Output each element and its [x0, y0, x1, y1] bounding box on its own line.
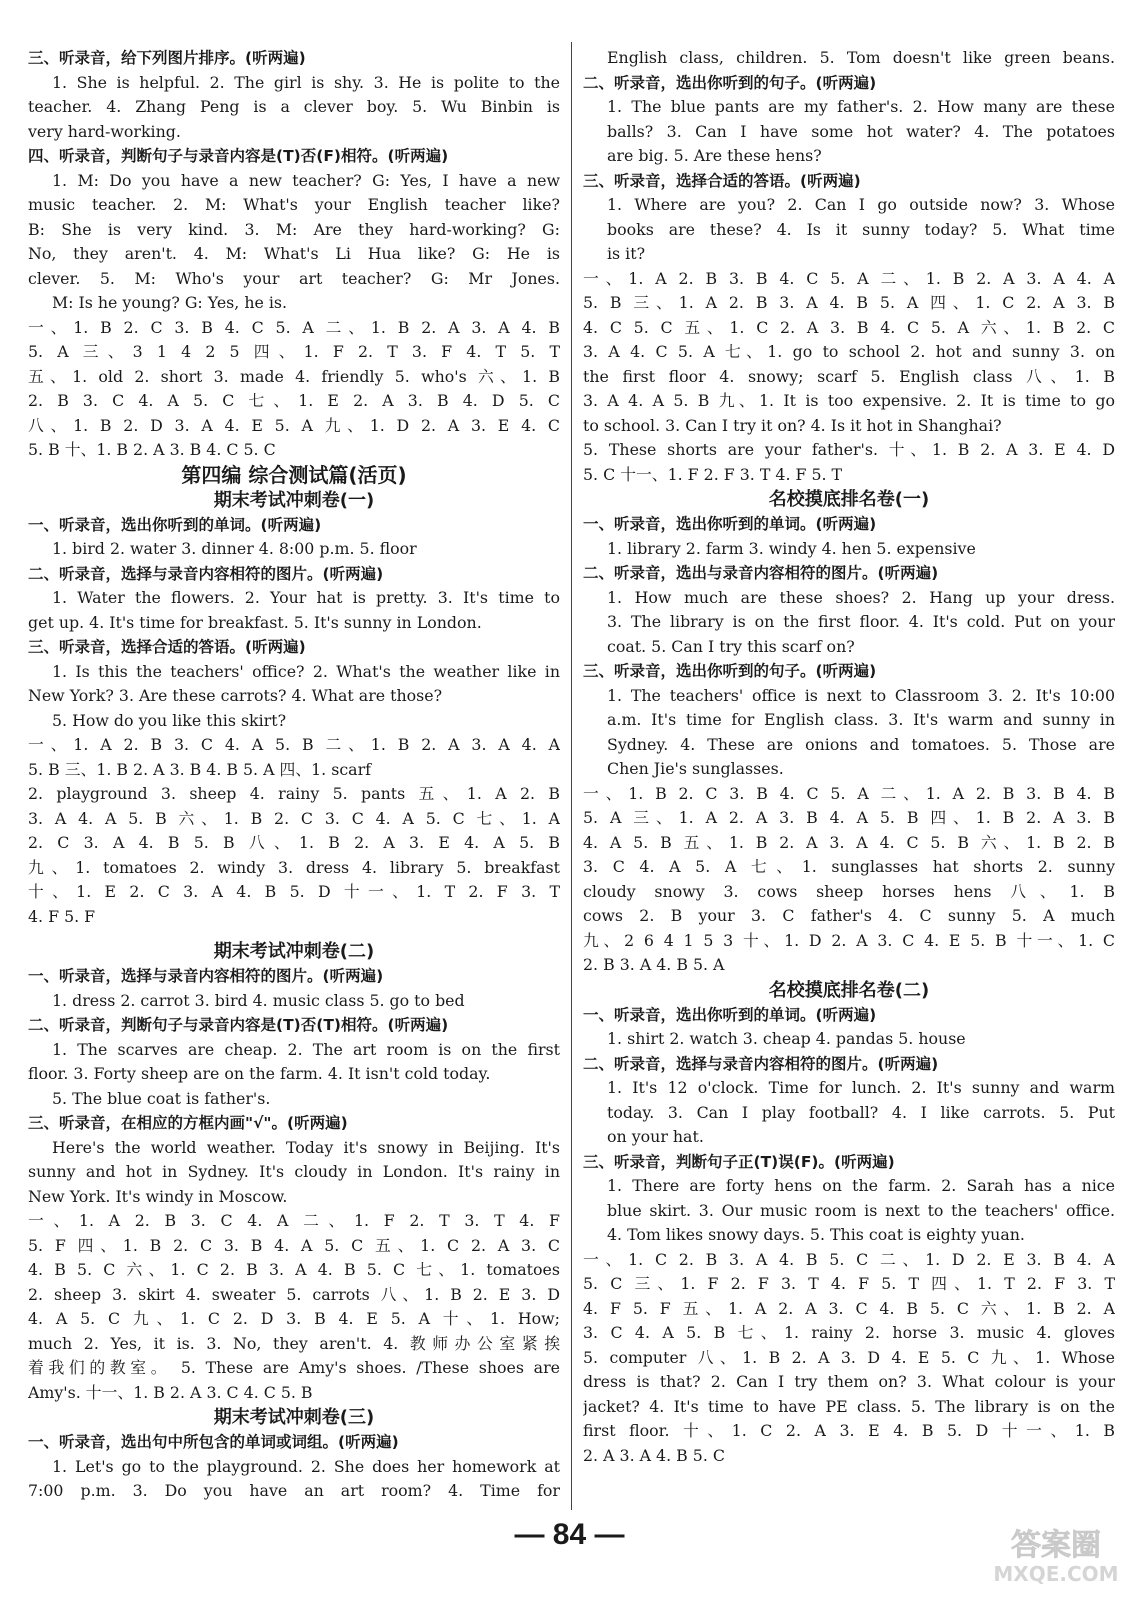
text-line: 1. The scarves are cheap. 2. The art room is on the first	[52, 1039, 560, 1059]
text-line: 1. Where are you? 2. Can I go outside now? 3. Whose	[607, 195, 1115, 214]
text-line: 九、1. tomatoes 2. windy 3. dress 4. library 5. breakfast	[28, 857, 560, 877]
text-line: jacket? 4. It's time to have PE class. 5. The library is on the	[583, 1396, 1115, 1416]
text-line: 4. A 5. B 五、1. B 2. A 3. A 4. C 5. B 六、1. B 2. B	[583, 832, 1115, 852]
text-line: 1. Is this the teachers' office? 2. What's the weather like in	[52, 661, 560, 681]
text-line: 5. C 三、1. F 2. F 3. T 4. F 5. T 四、1. T 2. F 3. T	[583, 1274, 1115, 1293]
text-line: dress is that? 2. Can I try them on? 3. What colour is your	[583, 1372, 1115, 1391]
text-line: 1. The blue pants are my father's. 2. How many are these	[607, 97, 1115, 116]
text-line: 1. library 2. farm 3. windy 4. hen 5. expensive	[607, 538, 976, 558]
section-heading: 三、听录音，给下列图片排序。(听两遍)	[28, 49, 306, 67]
text-line: clever. 5. M: Who's your art teacher? G: Mr Jones.	[28, 268, 560, 288]
text-line: 1. She is helpful. 2. The girl is shy. 3. He is polite to the	[52, 72, 560, 92]
text-line: 5. B 三、1. B 2. A 3. B 4. B 5. A 四、1. scarf	[28, 759, 371, 779]
text-line: 7:00 p.m. 3. Do you have an art room? 4. Time for	[28, 1481, 560, 1500]
text-line: 一、1. B 2. C 3. B 4. C 5. A 二、1. B 2. A 3. A 4. B	[28, 317, 560, 337]
text-line: Here's the world weather. Today it's snowy in Beijing. It's	[52, 1137, 560, 1157]
section-heading: 三、听录音，在相应的方框内画"√"。(听两遍)	[28, 1114, 348, 1132]
text-line: 2. C 3. A 4. B 5. B 八、1. B 2. A 3. E 4. A 5. B	[28, 833, 560, 852]
text-line: 1. It's 12 o'clock. Time for lunch. 2. It's sunny and warm	[607, 1078, 1115, 1097]
text-line: 5. These shorts are your father's. 十、1. B 2. A 3. E 4. D	[583, 440, 1115, 459]
text-line: No, they aren't. 4. M: What's Li Hua like? G: He is	[28, 244, 560, 263]
text-line: 5. computer 八、1. B 2. A 3. D 4. E 5. C 九、1. Whose	[583, 1347, 1115, 1367]
text-line: Chen Jie's sunglasses.	[607, 759, 784, 778]
text-line: 3. C 4. A 5. B 七、1. rainy 2. horse 3. music 4. gloves	[583, 1323, 1115, 1342]
text-line: 4. B 5. C 六、1. C 2. B 3. A 4. B 5. C 七、1. tomatoes	[28, 1260, 560, 1279]
text-line: 5. How do you like this skirt?	[52, 710, 287, 730]
text-line: coat. 5. Can I try this scarf on?	[607, 636, 855, 656]
text-line: 一、1. C 2. B 3. A 4. B 5. C 二、1. D 2. E 3. B 4. A	[583, 1249, 1115, 1269]
text-line: to school. 3. Can I try it on? 4. Is it hot in Shanghai?	[583, 415, 1002, 435]
text-line: is it?	[607, 244, 646, 263]
text-line: get up. 4. It's time for breakfast. 5. It's sunny in London.	[28, 612, 482, 632]
section-heading: 四、听录音，判断句子与录音内容是(T)否(F)相符。(听两遍)	[28, 147, 449, 165]
text-line: 2. A 3. A 4. B 5. C	[583, 1445, 725, 1465]
text-line: 5. C 十一、1. F 2. F 3. T 4. F 5. T	[583, 464, 843, 484]
text-line: 2. B 3. A 4. B 5. A	[583, 955, 725, 974]
text-line: blue skirt. 3. Our music room is next to the teachers' office.	[607, 1200, 1115, 1220]
text-line: Amy's. 十一、1. B 2. A 3. C 4. C 5. B	[28, 1382, 313, 1402]
text-line: 1. Let's go to the playground. 2. She does her homework at	[52, 1456, 560, 1476]
test-title: 名校摸底排名卷(二)	[768, 979, 930, 1001]
text-line: very hard-working.	[28, 121, 181, 141]
text-line: 一、1. B 2. C 3. B 4. C 5. A 二、1. A 2. B 3. B 4. B	[583, 783, 1115, 803]
right-column	[583, 46, 1115, 1468]
test-title: 期末考试冲刺卷(三)	[213, 1407, 375, 1428]
text-line: 3. A 4. A 5. B 九、1. It is too expensive. 2. It is time to go	[583, 391, 1115, 410]
text-line: 4. Tom likes snowy days. 5. This coat is eighty yuan.	[607, 1225, 1025, 1244]
text-line: balls? 3. Can I have some hot water? 4. The potatoes	[607, 121, 1115, 141]
section-heading: 一、听录音，选出你听到的单词。(听两遍)	[583, 1005, 877, 1024]
text-line: 2. sheep 3. skirt 4. sweater 5. carrots 八、1. B 2. E 3. D	[28, 1284, 560, 1304]
text-line: 一、1. A 2. B 3. C 4. A 二、1. F 2. T 3. T 4. F	[28, 1211, 560, 1230]
test-title: 期末考试冲刺卷(一)	[213, 489, 375, 511]
text-line: 一、1. A 2. B 3. C 4. A 5. B 二、1. B 2. A 3. A 4. A	[28, 735, 560, 754]
text-line: 4. F 5. F	[28, 906, 96, 926]
text-line: 3. C 4. A 5. A 七、1. sunglasses hat shorts 2. sunny	[583, 857, 1115, 876]
text-line: 3. A 4. A 5. B 六、1. B 2. C 3. C 4. A 5. C 七、1. A	[28, 808, 560, 828]
watermark-logo	[991, 1519, 1121, 1589]
section-heading: 二、听录音，判断句子与录音内容是(T)否(T)相符。(听两遍)	[28, 1016, 449, 1034]
text-line: 1. The teachers' office is next to Classroom 3. 2. It's 10:00	[607, 685, 1115, 705]
section-heading: 二、听录音，选择与录音内容相符的图片。(听两遍)	[583, 1054, 939, 1073]
section-heading: 一、听录音，选出你听到的单词。(听两遍)	[28, 515, 322, 534]
text-line: 1. Water the flowers. 2. Your hat is pretty. 3. It's time to	[52, 588, 560, 607]
text-line: B: She is very kind. 3. M: Are they hard-working? G:	[28, 219, 560, 239]
text-line: 十、1. E 2. C 3. A 4. B 5. D 十一、1. T 2. F 3. T	[28, 882, 560, 901]
section-heading: 三、听录音，判断句子正(T)误(F)。(听两遍)	[583, 1152, 895, 1171]
text-line: 2. B 3. C 4. A 5. C 七、1. E 2. A 3. B 4. D 5. C	[28, 391, 560, 410]
text-line: much 2. Yes, it is. 3. No, they aren't. 4. 教师办公室紧挨	[28, 1333, 560, 1353]
text-line: Sydney. 4. These are onions and tomatoes. 5. Those are	[607, 734, 1115, 754]
section-heading: 一、听录音，选择与录音内容相符的图片。(听两遍)	[28, 967, 384, 985]
text-line: music teacher. 2. M: What's your English teacher like?	[28, 195, 560, 214]
text-line: 4. C 5. C 五、1. C 2. A 3. B 4. C 5. A 六、1. B 2. C	[583, 317, 1115, 337]
text-line: 4. A 5. C 九、1. C 2. D 3. B 4. E 5. A 十、1. How;	[28, 1309, 560, 1328]
text-line: floor. 3. Forty sheep are on the farm. 4. It isn't cold today.	[28, 1064, 491, 1083]
text-line: 一、1. A 2. B 3. B 4. C 5. A 二、1. B 2. A 3. A 4. A	[583, 268, 1115, 288]
text-line: M: Is he young? G: Yes, he is.	[52, 293, 288, 312]
text-line: teacher. 4. Zhang Peng is a clever boy. 5. Wu Binbin is	[28, 97, 560, 116]
text-line: sunny and hot in Sydney. It's cloudy in London. It's rainy in	[28, 1162, 560, 1181]
text-line: 3. The library is on the first floor. 4. It's cold. Put on your	[607, 612, 1115, 631]
test-title: 期末考试冲刺卷(二)	[213, 941, 375, 962]
text-line: 1. bird 2. water 3. dinner 4. 8:00 p.m. 5. floor	[52, 539, 417, 558]
text-line: 5. The blue coat is father's.	[52, 1088, 271, 1108]
section-heading: 三、听录音，选择合适的答语。(听两遍)	[583, 171, 861, 190]
text-line: a.m. It's time for English class. 3. It's warm and sunny in	[607, 710, 1115, 729]
section-heading: 二、听录音，选出你听到的句子。(听两遍)	[583, 73, 877, 92]
part-title: 第四编 综合测试篇(活页)	[181, 462, 407, 487]
text-line: 4. F 5. F 五、1. A 2. A 3. C 4. B 5. C 六、1. B 2. A	[583, 1298, 1115, 1318]
text-line: New York. It's windy in Moscow.	[28, 1186, 288, 1206]
left-column	[28, 46, 560, 1504]
text-line: 5. A 三、3 1 4 2 5 四、1. F 2. T 3. F 4. T 5. T	[28, 342, 560, 361]
text-line: 5. B 十、1. B 2. A 3. B 4. C 5. C	[28, 440, 276, 459]
text-line: 五、1. old 2. short 3. made 4. friendly 5. who's 六、1. B	[28, 366, 560, 386]
text-line: 3. A 4. C 5. A 七、1. go to school 2. hot and sunny 3. on	[583, 342, 1115, 361]
test-title: 名校摸底排名卷(一)	[768, 489, 930, 510]
text-line: are big. 5. Are these hens?	[607, 146, 822, 165]
text-line: 1. shirt 2. watch 3. cheap 4. pandas 5. house	[607, 1029, 966, 1048]
section-heading: 二、听录音，选出与录音内容相符的图片。(听两遍)	[583, 564, 939, 582]
section-heading: 一、听录音，选出句中所包含的单词或词组。(听两遍)	[28, 1433, 399, 1451]
text-line: 九、2 6 4 1 5 3 十、1. D 2. A 3. C 4. E 5. B 十一、1. C	[583, 930, 1115, 950]
watermark-top-text: 答案圈	[1011, 1528, 1101, 1563]
column-divider	[571, 42, 572, 1510]
text-line: cows 2. B your 3. C father's 4. C sunny 5. A much	[583, 906, 1115, 925]
text-line: English class, children. 5. Tom doesn't like green beans.	[607, 48, 1115, 67]
text-line: on your hat.	[607, 1127, 704, 1146]
text-line: 5. A 三、1. A 2. A 3. B 4. A 5. B 四、1. B 2. A 3. B	[583, 808, 1115, 827]
text-line: 着我们的教室。 5. These are Amy's shoes. /These shoes are	[28, 1358, 560, 1377]
text-line: cloudy snowy 3. cows sheep horses hens 八、1. B	[583, 881, 1115, 901]
section-heading: 三、听录音，选择合适的答语。(听两遍)	[28, 638, 306, 656]
text-line: 5. B 三、1. A 2. B 3. A 4. B 5. A 四、1. C 2. A 3. B	[583, 293, 1115, 312]
text-line: today. 3. Can I play football? 4. I like carrots. 5. Put	[607, 1102, 1115, 1122]
text-line: 5. F 四、1. B 2. C 3. B 4. A 5. C 五、1. C 2. A 3. C	[28, 1235, 560, 1255]
text-line: New York? 3. Are these carrots? 4. What are those?	[28, 686, 443, 705]
section-heading: 一、听录音，选出你听到的单词。(听两遍)	[583, 515, 877, 533]
section-heading: 二、听录音，选择与录音内容相符的图片。(听两遍)	[28, 564, 384, 583]
text-line: the first floor 4. snowy; scarf 5. English class 八、1. B	[583, 366, 1115, 386]
text-line: 1. There are forty hens on the farm. 2. Sarah has a nice	[607, 1176, 1115, 1195]
text-line: 1. dress 2. carrot 3. bird 4. music class 5. go to bed	[52, 990, 465, 1010]
page-number: — 84 —	[514, 1518, 625, 1551]
text-line: 1. M: Do you have a new teacher? G: Yes, I have a new	[52, 170, 560, 190]
text-line: 1. How much are these shoes? 2. Hang up your dress.	[607, 587, 1115, 607]
text-line: books are these? 4. Is it sunny today? 5. What time	[607, 219, 1115, 239]
text-line: first floor. 十、1. C 2. A 3. E 4. B 5. D 十一、1. B	[583, 1421, 1115, 1440]
text-line: 八、1. B 2. D 3. A 4. E 5. A 九、1. D 2. A 3. E 4. C	[28, 415, 560, 435]
watermark-bottom-text: MXQE.COM	[993, 1562, 1119, 1586]
section-heading: 三、听录音，选出你听到的句子。(听两遍)	[583, 662, 877, 680]
spacer	[28, 929, 560, 939]
text-line: 2. playground 3. sheep 4. rainy 5. pants 五、1. A 2. B	[28, 784, 560, 803]
